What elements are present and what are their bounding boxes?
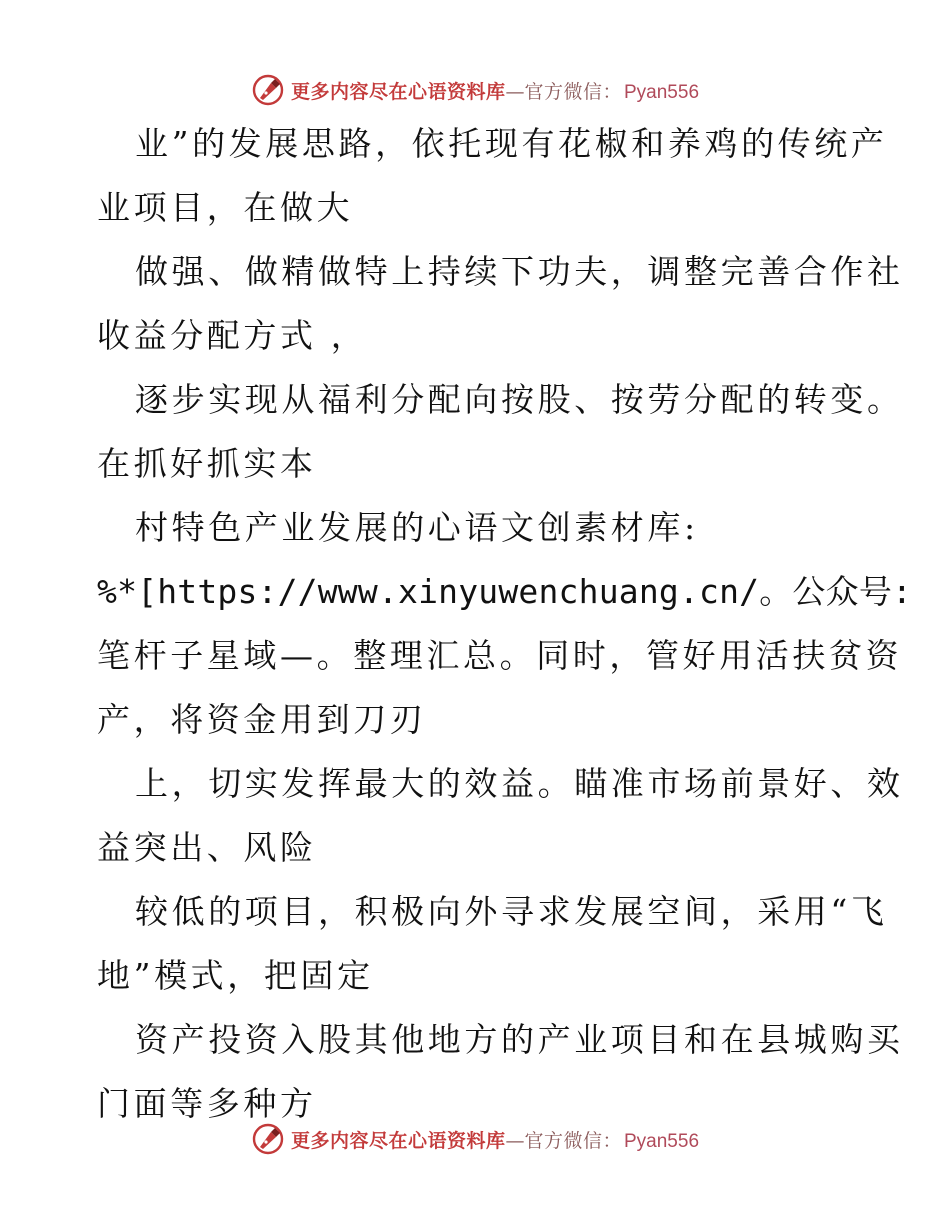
body-line-11: 上，切实发挥最大的效益。瞄准市场前景好、效	[135, 764, 904, 803]
header-watermark-banner	[0, 68, 950, 112]
document-body	[97, 112, 913, 1136]
body-line-12: 益突出、风险	[97, 828, 317, 867]
body-line-4: 收益分配方式 ，	[97, 316, 368, 355]
body-line-13: 较低的项目，积极向外寻求发展空间，采用“飞	[135, 892, 888, 931]
body-line-10: 产，将资金用到刀刃	[97, 700, 427, 739]
pen-nib-logo-icon	[251, 1122, 285, 1156]
body-line-9: 笔杆子星域—。整理汇总。同时，管好用活扶贫资	[97, 636, 903, 675]
body-line-3: 做强、做精做特上持续下功夫，调整完善合作社	[135, 252, 904, 291]
header-banner-main: 更多内容尽在心语资料库	[290, 80, 506, 103]
footer-banner-wechat-id: Pyan556	[624, 1130, 700, 1152]
footer-banner-text	[291, 1126, 699, 1153]
body-line-14: 地”模式，把固定	[97, 956, 374, 995]
body-line-15: 资产投资入股其他地方的产业项目和在县城购买	[135, 1020, 904, 1059]
body-line-6: 在抓好抓实本	[97, 444, 317, 483]
footer-watermark-banner	[0, 1117, 950, 1161]
body-line-2: 业项目，在做大	[97, 188, 354, 227]
footer-banner-main: 更多内容尽在心语资料库	[290, 1129, 506, 1152]
body-line-7: 村特色产业发展的心语文创素材库:	[135, 508, 699, 547]
header-banner-wechat-id: Pyan556	[624, 81, 700, 103]
footer-banner-separator: —	[505, 1129, 525, 1152]
body-line-5: 逐步实现从福利分配向按股、按劳分配的转变。	[135, 380, 904, 419]
header-banner-official: 官方微信：	[524, 80, 622, 103]
body-line-16: 门面等多种方	[97, 1084, 317, 1123]
body-line-1: 业”的发展思路，依托现有花椒和养鸡的传统产	[135, 124, 888, 163]
pen-nib-logo-icon	[251, 73, 285, 107]
footer-banner-official: 官方微信：	[524, 1129, 622, 1152]
body-line-8-url: %*[https://www.xinyuwenchuang.cn/。公众号:	[97, 572, 913, 611]
header-banner-text	[291, 77, 699, 104]
header-banner-separator: —	[505, 80, 525, 103]
